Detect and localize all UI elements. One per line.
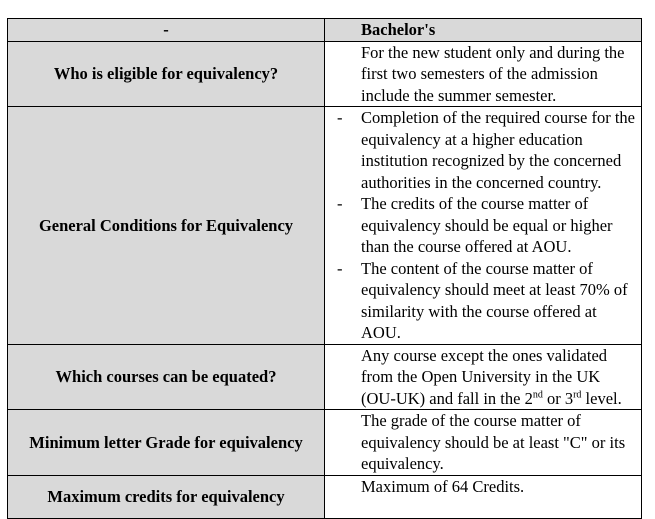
list-item xyxy=(337,107,635,193)
header-value-cell: Bachelor's xyxy=(325,19,642,42)
table-row-general-conditions xyxy=(8,107,642,345)
header-label-cell: - xyxy=(8,19,325,42)
row-label-which-courses: Which courses can be equated? xyxy=(8,344,325,410)
table-row-which-courses xyxy=(8,344,642,410)
equivalency-table xyxy=(7,18,642,519)
table-row-eligibility xyxy=(8,41,642,107)
row-value-eligibility: For the new student only and during the first two semesters of the admission include the summer semester. xyxy=(325,41,642,107)
dash-bullet-icon: - xyxy=(337,108,343,127)
table-row-max-credits xyxy=(8,475,642,518)
row-label-max-credits: Maximum credits for equivalency xyxy=(8,475,325,518)
row-label-min-grade: Minimum letter Grade for equivalency xyxy=(8,410,325,476)
condition-text: The credits of the course matter of equivalency should be equal or higher than the course offered at AOU. xyxy=(361,194,613,256)
list-item xyxy=(337,193,635,258)
courses-text-a: Any course except the ones validated from the Open University in the UK (OU-UK) and fall in the 2 xyxy=(361,345,608,408)
list-item xyxy=(337,258,635,344)
ordinal-suffix-nd: nd xyxy=(532,389,543,400)
condition-text: Completion of the required course for the equivalency at a higher education institution recognized by the concerned authorities in the concerned country. xyxy=(361,108,635,192)
row-value-min-grade: The grade of the course matter of equivalency should be at least "C" or its equivalency. xyxy=(325,410,642,476)
courses-text-c: level. xyxy=(581,388,622,408)
dash-bullet-icon: - xyxy=(337,194,343,213)
row-value-general-conditions xyxy=(325,107,642,345)
condition-text: The content of the course matter of equivalency should meet at least 70% of similarity with the course offered at AOU. xyxy=(361,258,628,342)
table-header-row xyxy=(8,19,642,42)
row-label-eligibility: Who is eligible for equivalency? xyxy=(8,41,325,107)
ordinal-suffix-rd: rd xyxy=(573,389,582,400)
conditions-list xyxy=(337,107,635,344)
table-row-min-grade xyxy=(8,410,642,476)
courses-text-b: or 3 xyxy=(542,388,574,408)
dash-bullet-icon: - xyxy=(337,258,343,278)
row-value-max-credits: Maximum of 64 Credits. xyxy=(325,475,642,518)
row-value-which-courses xyxy=(325,344,642,410)
row-label-general-conditions: General Conditions for Equivalency xyxy=(8,107,325,345)
